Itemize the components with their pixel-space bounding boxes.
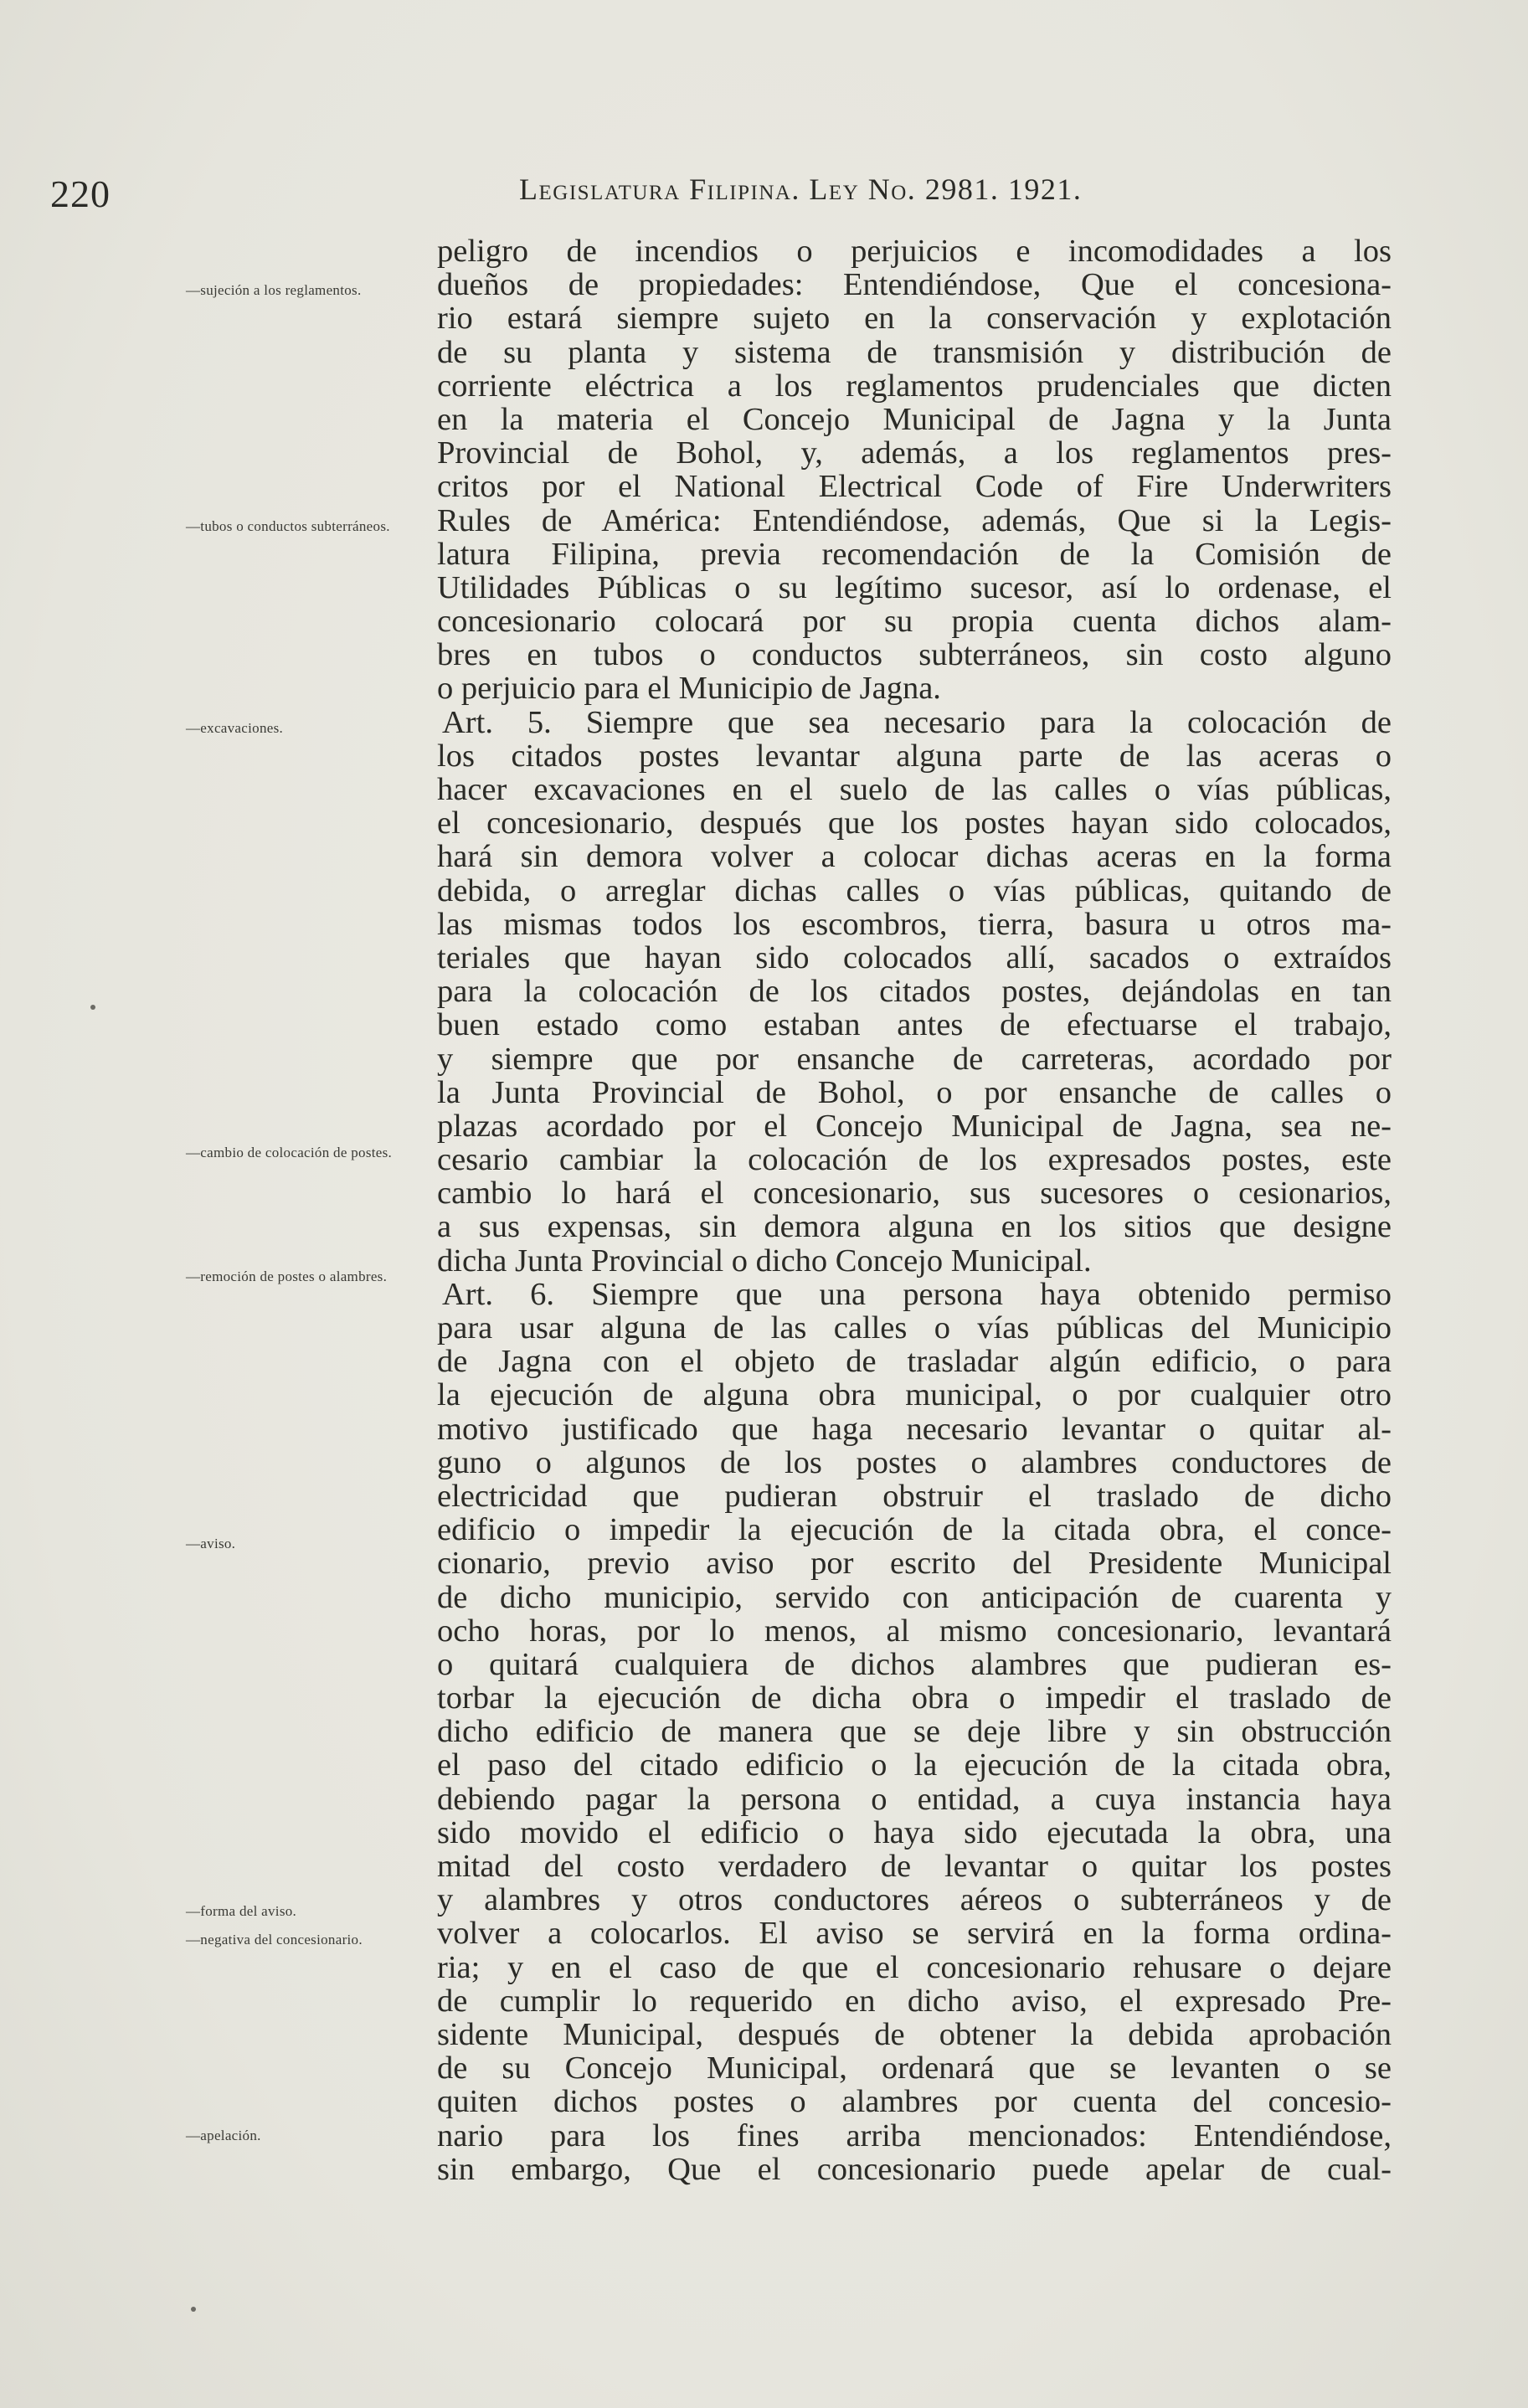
margin-note-sujecion: —sujeción a los reglamentos.: [186, 282, 362, 298]
text-line: latura Filipina, previa recomendación de la Comisión de: [437, 536, 1392, 572]
text-line: sin embargo, Que el concesionario puede apelar de cual-: [437, 2151, 1392, 2187]
text-line: para la colocación de los citados postes, dejándolas en tan: [437, 974, 1392, 1010]
text-line: hacer excavaciones en el suelo de las calles o vías públicas,: [437, 772, 1392, 807]
text-line: sido movido el edificio o haya sido ejecutada la obra, una: [437, 1814, 1392, 1850]
text-line: de Jagna con el objeto de trasladar algún edificio, o para: [437, 1344, 1392, 1380]
margin-note-aviso: —aviso.: [186, 1536, 236, 1551]
text-line: las mismas todos los escombros, tierra, basura u otros ma-: [437, 906, 1392, 942]
margin-note-negativa: —negativa del concesionario.: [186, 1932, 363, 1947]
running-head-number: 2981. 1921.: [924, 172, 1083, 206]
margin-note-apelacion: —apelación.: [186, 2128, 261, 2143]
text-line: en la materia el Concejo Municipal de Jagna y la Junta: [437, 401, 1392, 437]
margin-note-remocion: —remoción de postes o alambres.: [186, 1268, 388, 1284]
margin-note-tubos: —tubos o conductos subterráneos.: [186, 518, 390, 534]
running-head-title: Legislatura Filipina. Ley No.: [519, 172, 917, 206]
text-line: concesionario colocará por su propia cuenta dichos alam-: [437, 604, 1392, 640]
text-line: corriente eléctrica a los reglamentos prudenciales que dicten: [437, 368, 1392, 404]
print-speck: [90, 1005, 95, 1010]
article-5-start: Art. 5. Siempre que sea necesario para la colocación de: [442, 704, 1392, 740]
text-line: teriales que hayan sido colocados allí, sacados o extraídos: [437, 939, 1392, 975]
text-line: dueños de propiedades: Entendiéndose, Que el concesiona-: [437, 267, 1392, 303]
running-head: [519, 172, 1082, 207]
text-line: quiten dichos postes o alambres por cuenta del concesio-: [437, 2084, 1392, 2120]
text-line: plazas acordado por el Concejo Municipal de Jagna, sea ne-: [437, 1108, 1392, 1144]
text-line: Provincial de Bohol, y, además, a los reglamentos pres-: [437, 435, 1392, 471]
margin-note-excavaciones: —excavaciones.: [186, 720, 284, 736]
text-line: cionario, previo aviso por escrito del Presidente Municipal: [437, 1546, 1392, 1582]
text-line: la Junta Provincial de Bohol, o por ensanche de calles o: [437, 1074, 1392, 1110]
text-line: cambio lo hará el concesionario, sus sucesores o cesionarios,: [437, 1176, 1392, 1212]
text-line: a sus expensas, sin demora alguna en los sitios que designe: [437, 1209, 1392, 1245]
text-line: Utilidades Públicas o su legítimo sucesor, así lo ordenase, el: [437, 569, 1392, 605]
text-line: de cumplir lo requerido en dicho aviso, el expresado Pre-: [437, 1983, 1392, 2019]
page-number: 220: [50, 172, 111, 215]
text-line: rio estará siempre sujeto en la conservación y explotación: [437, 301, 1392, 337]
text-line: ocho horas, por lo menos, al mismo concesionario, levantará: [437, 1613, 1392, 1649]
body-text: [437, 234, 1392, 2186]
text-line: mitad del costo verdadero de levantar o quitar los postes: [437, 1849, 1392, 1884]
print-speck: [191, 2307, 196, 2312]
text-line: ria; y en el caso de que el concesionario rehusare o dejare: [437, 1949, 1392, 1985]
text-line: motivo justificado que haga necesario levantar o quitar al-: [437, 1411, 1392, 1447]
text-line: dicha Junta Provincial o dicho Concejo Municipal.: [437, 1243, 1092, 1279]
text-line: debida, o arreglar dichas calles o vías públicas, quitando de: [437, 872, 1392, 908]
text-line: para usar alguna de las calles o vías públicas del Municipio: [437, 1310, 1392, 1345]
text-line: la ejecución de alguna obra municipal, o por cualquier otro: [437, 1377, 1392, 1413]
margin-note-cambio: —cambio de colocación de postes.: [186, 1145, 393, 1160]
text-line: o quitará cualquiera de dichos alambres que pudieran es-: [437, 1646, 1392, 1682]
text-line: de su planta y sistema de transmisión y distribución de: [437, 334, 1392, 370]
text-line: de dicho municipio, servido con anticipación de cuarenta y: [437, 1579, 1392, 1615]
text-line: debiendo pagar la persona o entidad, a cuya instancia haya: [437, 1781, 1392, 1817]
text-line: torbar la ejecución de dicha obra o impedir el traslado de: [437, 1680, 1392, 1716]
text-line: sidente Municipal, después de obtener la debida aprobación: [437, 2016, 1392, 2052]
text-line: el concesionario, después que los postes hayan sido colocados,: [437, 805, 1392, 841]
text-line: los citados postes levantar alguna parte de las aceras o: [437, 738, 1392, 774]
text-line: o perjuicio para el Municipio de Jagna.: [437, 671, 941, 707]
text-line: Rules de América: Entendiéndose, además, Que si la Legis-: [437, 502, 1392, 538]
text-line: cesario cambiar la colocación de los expresados postes, este: [437, 1142, 1392, 1178]
text-line: y alambres y otros conductores aéreos o subterráneos y de: [437, 1882, 1392, 1918]
text-line: edificio o impedir la ejecución de la citada obra, el conce-: [437, 1512, 1392, 1548]
text-line: volver a colocarlos. El aviso se servirá en la forma ordina-: [437, 1916, 1392, 1952]
text-line: buen estado como estaban antes de efectuarse el trabajo,: [437, 1007, 1392, 1043]
text-line: hará sin demora volver a colocar dichas aceras en la forma: [437, 839, 1392, 875]
text-line: critos por el National Electrical Code of Fire Underwriters: [437, 469, 1392, 505]
text-line: de su Concejo Municipal, ordenará que se levanten o se: [437, 2050, 1392, 2086]
text-line: nario para los fines arriba mencionados: Entendiéndose,: [437, 2117, 1392, 2153]
text-line: el paso del citado edificio o la ejecución de la citada obra,: [437, 1747, 1392, 1783]
text-line: y siempre que por ensanche de carreteras, acordado por: [437, 1041, 1392, 1077]
margin-note-forma: —forma del aviso.: [186, 1903, 297, 1919]
text-line: peligro de incendios o perjuicios e incomodidades a los: [437, 234, 1392, 269]
text-line: dicho edificio de manera que se deje libre y sin obstrucción: [437, 1714, 1392, 1750]
text-line: bres en tubos o conductos subterráneos, sin costo alguno: [437, 637, 1392, 673]
text-line: guno o algunos de los postes o alambres conductores de: [437, 1444, 1392, 1480]
text-line: electricidad que pudieran obstruir el traslado de dicho: [437, 1478, 1392, 1514]
article-6-start: Art. 6. Siempre que una persona haya obtenido permiso: [442, 1276, 1392, 1312]
